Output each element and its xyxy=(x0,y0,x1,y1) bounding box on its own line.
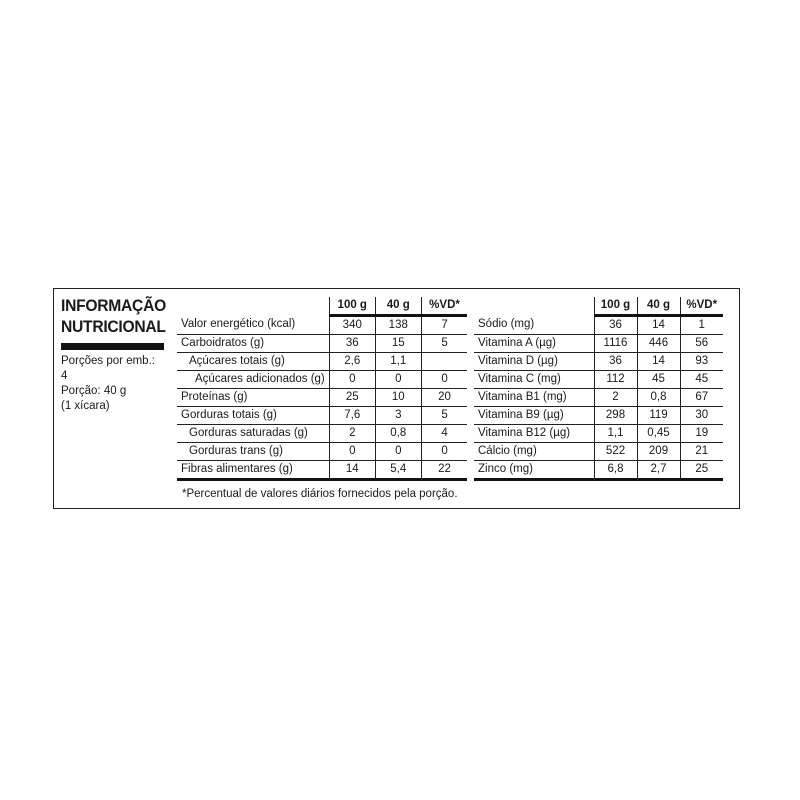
header-nutrient xyxy=(474,297,594,316)
title-divider xyxy=(61,343,164,350)
footnote: *Percentual de valores diários fornecidos pela porção. xyxy=(182,488,458,500)
value-vd: 7 xyxy=(421,316,467,335)
value-40g: 1,1 xyxy=(375,353,421,371)
table-row xyxy=(177,425,467,443)
value-vd: 30 xyxy=(680,407,723,425)
value-40g: 138 xyxy=(375,316,421,335)
table-row xyxy=(474,335,723,353)
table-header-row xyxy=(177,297,467,316)
table-row xyxy=(474,443,723,461)
value-100g: 298 xyxy=(594,407,637,425)
table-row xyxy=(474,461,723,480)
table-row xyxy=(177,353,467,371)
value-40g: 2,7 xyxy=(637,461,680,480)
value-vd: 5 xyxy=(421,407,467,425)
table-row xyxy=(474,371,723,389)
table-row xyxy=(177,335,467,353)
table-row xyxy=(177,461,467,480)
value-40g: 15 xyxy=(375,335,421,353)
label-title-line2: NUTRICIONAL xyxy=(61,317,166,336)
header-100g: 100 g xyxy=(594,297,637,316)
value-40g: 0 xyxy=(375,371,421,389)
value-100g: 2 xyxy=(594,389,637,407)
value-vd: 0 xyxy=(421,443,467,461)
nutrient-name: Fibras alimentares (g) xyxy=(177,461,329,480)
servings-value: 4 xyxy=(61,370,68,382)
value-100g: 7,6 xyxy=(329,407,375,425)
value-vd: 67 xyxy=(680,389,723,407)
value-100g: 6,8 xyxy=(594,461,637,480)
table-row xyxy=(474,389,723,407)
table-row xyxy=(177,443,467,461)
value-vd: 45 xyxy=(680,371,723,389)
value-100g: 2,6 xyxy=(329,353,375,371)
nutrient-name: Vitamina D (µg) xyxy=(474,353,594,371)
serving-info xyxy=(61,354,171,414)
value-vd: 1 xyxy=(680,316,723,335)
value-40g: 14 xyxy=(637,353,680,371)
nutrient-name: Vitamina B12 (µg) xyxy=(474,425,594,443)
value-40g: 5,4 xyxy=(375,461,421,480)
value-100g: 0 xyxy=(329,443,375,461)
value-vd: 20 xyxy=(421,389,467,407)
value-vd: 22 xyxy=(421,461,467,480)
label-title-line1: INFORMAÇÃO xyxy=(61,296,166,315)
table-header-row xyxy=(474,297,723,316)
value-40g: 10 xyxy=(375,389,421,407)
value-vd: 25 xyxy=(680,461,723,480)
nutrient-name: Zinco (mg) xyxy=(474,461,594,480)
nutrient-name: Sódio (mg) xyxy=(474,316,594,335)
value-vd: 56 xyxy=(680,335,723,353)
value-100g: 2 xyxy=(329,425,375,443)
value-40g: 0,8 xyxy=(637,389,680,407)
value-100g: 0 xyxy=(329,371,375,389)
portion-size: Porção: 40 g xyxy=(61,385,127,397)
value-vd: 5 xyxy=(421,335,467,353)
header-vd: %VD* xyxy=(421,297,467,316)
table-row xyxy=(177,371,467,389)
value-vd xyxy=(421,353,467,371)
value-vd: 0 xyxy=(421,371,467,389)
header-40g: 40 g xyxy=(637,297,680,316)
table-row xyxy=(177,389,467,407)
value-vd: 21 xyxy=(680,443,723,461)
value-40g: 14 xyxy=(637,316,680,335)
value-40g: 0 xyxy=(375,443,421,461)
value-40g: 45 xyxy=(637,371,680,389)
nutrient-name: Açúcares adicionados (g) xyxy=(177,371,329,389)
value-100g: 1116 xyxy=(594,335,637,353)
value-100g: 1,1 xyxy=(594,425,637,443)
nutrition-facts-label xyxy=(53,288,740,509)
value-vd: 93 xyxy=(680,353,723,371)
table-row xyxy=(474,425,723,443)
value-40g: 446 xyxy=(637,335,680,353)
nutrient-name: Cálcio (mg) xyxy=(474,443,594,461)
nutrient-name: Gorduras totais (g) xyxy=(177,407,329,425)
nutrient-name: Carboidratos (g) xyxy=(177,335,329,353)
nutrients-table-left xyxy=(177,297,467,481)
table-row xyxy=(474,407,723,425)
nutrient-name: Vitamina C (mg) xyxy=(474,371,594,389)
nutrient-name: Vitamina B1 (mg) xyxy=(474,389,594,407)
nutrient-name: Valor energético (kcal) xyxy=(177,316,329,335)
value-40g: 0,8 xyxy=(375,425,421,443)
table-row xyxy=(474,353,723,371)
header-nutrient xyxy=(177,297,329,316)
nutrient-name: Vitamina A (µg) xyxy=(474,335,594,353)
table-row xyxy=(177,407,467,425)
nutrient-name: Proteínas (g) xyxy=(177,389,329,407)
header-vd: %VD* xyxy=(680,297,723,316)
table-row xyxy=(177,316,467,335)
value-100g: 36 xyxy=(594,316,637,335)
servings-label: Porções por emb.: xyxy=(61,355,155,367)
header-100g: 100 g xyxy=(329,297,375,316)
value-100g: 25 xyxy=(329,389,375,407)
nutrient-name: Gorduras trans (g) xyxy=(177,443,329,461)
table-row xyxy=(474,316,723,335)
value-100g: 522 xyxy=(594,443,637,461)
value-100g: 112 xyxy=(594,371,637,389)
value-40g: 119 xyxy=(637,407,680,425)
value-40g: 209 xyxy=(637,443,680,461)
header-40g: 40 g xyxy=(375,297,421,316)
value-40g: 3 xyxy=(375,407,421,425)
value-100g: 14 xyxy=(329,461,375,480)
value-vd: 19 xyxy=(680,425,723,443)
value-100g: 36 xyxy=(329,335,375,353)
label-header xyxy=(61,295,171,414)
value-vd: 4 xyxy=(421,425,467,443)
nutrient-name: Açúcares totais (g) xyxy=(177,353,329,371)
nutrient-name: Gorduras saturadas (g) xyxy=(177,425,329,443)
portion-measure: (1 xícara) xyxy=(61,400,110,412)
value-100g: 340 xyxy=(329,316,375,335)
value-40g: 0,45 xyxy=(637,425,680,443)
nutrient-name: Vitamina B9 (µg) xyxy=(474,407,594,425)
nutrients-table-right xyxy=(474,297,723,481)
value-100g: 36 xyxy=(594,353,637,371)
